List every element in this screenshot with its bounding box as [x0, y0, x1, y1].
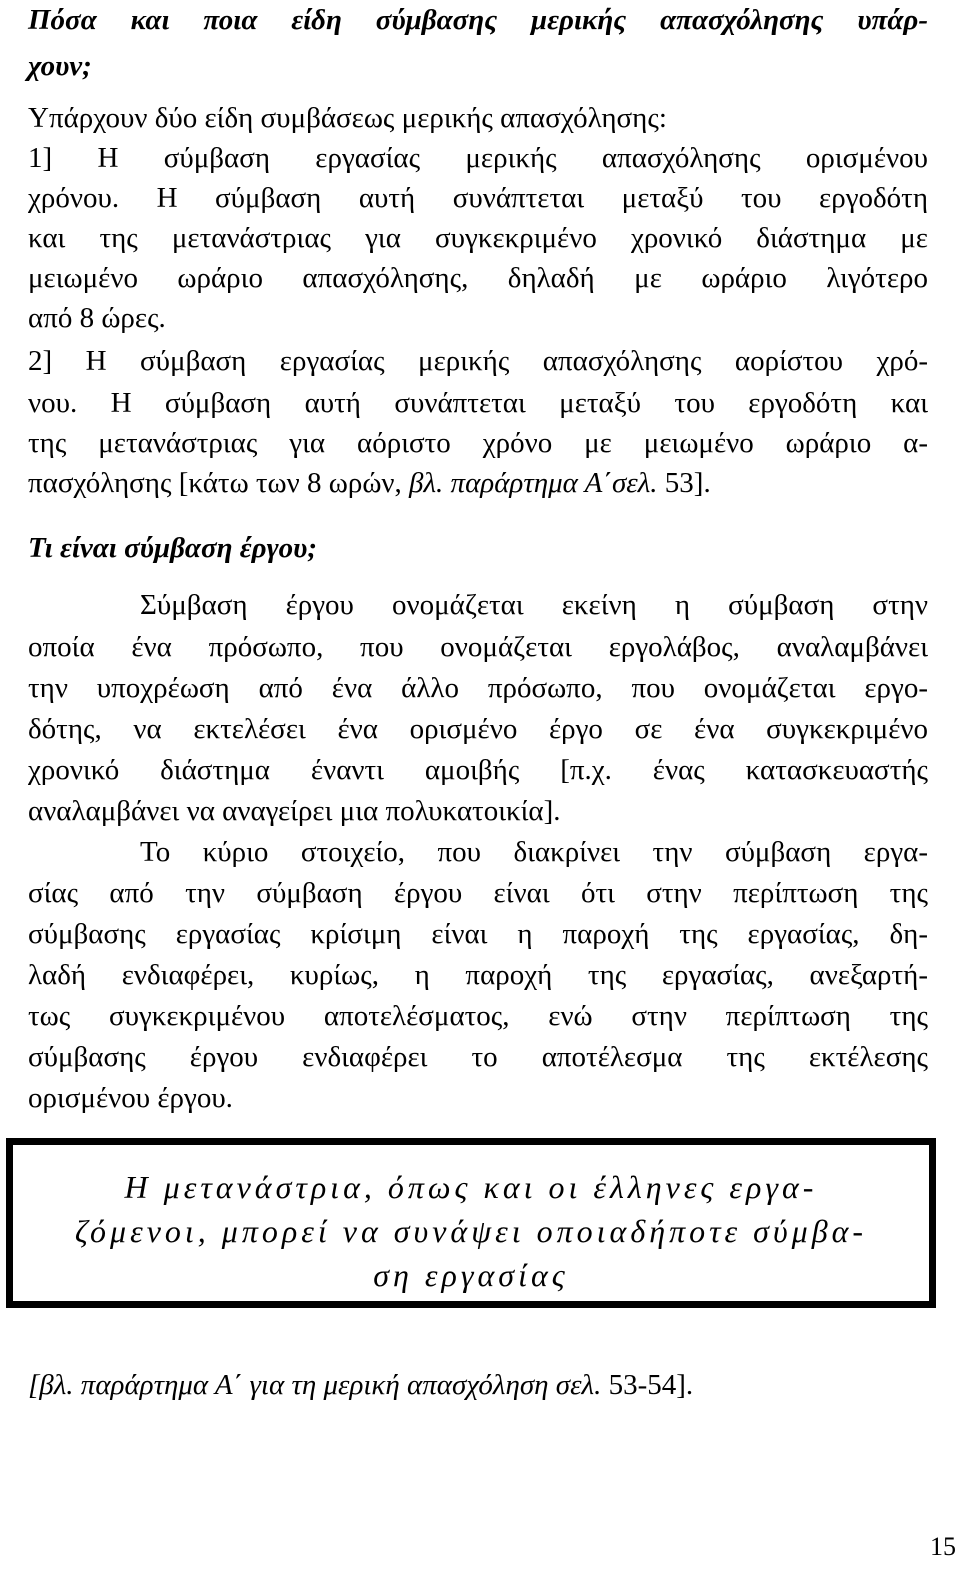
paragraph-line: νου. Η σύμβαση αυτή συνάπτεται μεταξύ του εργοδότη και [28, 387, 928, 419]
paragraph-line: λαδή ενδιαφέρει, κυρίως, η παροχή της εργασίας, ανεξαρτή- [28, 959, 928, 991]
paragraph-line: δότης, να εκτελέσει ένα ορισμένο έργο σε ένα συγκεκριμένο [28, 713, 928, 745]
page-number: 15 [930, 1532, 956, 1561]
paragraph-line: ορισμένου έργου. [28, 1082, 233, 1114]
paragraph-line: Το κύριο στοιχείο, που διακρίνει την σύμβαση εργα- [140, 836, 928, 868]
paragraph-line: χρονικό διάστημα έναντι αμοιβής [π.χ. ένας κατασκευαστής [28, 754, 928, 786]
paragraph-line: την υποχρέωση από ένα άλλο πρόσωπο, που ονομάζεται εργο- [28, 672, 928, 704]
appendix-reference: βλ. παράρτημα Α΄σελ. [409, 467, 658, 499]
paragraph-line: σύμβασης εργασίας κρίσιμη είναι η παροχή της εργασίας, δη- [28, 918, 928, 950]
paragraph-line: χρόνου. Η σύμβαση αυτή συνάπτεται μεταξύ του εργοδότη [28, 182, 928, 214]
callout-line: Η μετανάστρια, όπως και οι έλληνες εργα- [124, 1169, 818, 1205]
section-heading-part-time-types: Πόσα και ποια είδη σύμβασης μερικής απασχόλησης υπάρ- [28, 4, 928, 36]
paragraph-line: Υπάρχουν δύο είδη συμβάσεως μερικής απασχόλησης: [28, 102, 667, 134]
paragraph-text: πασχόλησης [κάτω των 8 ωρών, [28, 467, 410, 499]
document-page [28, 0, 928, 1581]
callout-box [6, 1138, 936, 1308]
paragraph-line: αναλαμβάνει να αναγείρει μια πολυκατοικία]. [28, 795, 561, 827]
paragraph-line: και της μετανάστριας για συγκεκριμένο χρονικό διάστημα με [28, 222, 928, 254]
callout-line: ση εργασίας [373, 1257, 569, 1293]
paragraph-line: της μετανάστριας για αόριστο χρόνο με μειωμένο ωράριο α- [28, 427, 928, 459]
paragraph-line: σίας από την σύμβαση έργου είναι ότι στην περίπτωση της [28, 877, 928, 909]
section-heading-work-contract: Τι είναι σύμβαση έργου; [28, 532, 318, 564]
paragraph-line: Σύμβαση έργου ονομάζεται εκείνη η σύμβαση στην [140, 589, 928, 621]
paragraph-line: μειωμένο ωράριο απασχόλησης, δηλαδή με ωράριο λιγότερο [28, 262, 928, 294]
paragraph-text: 53]. [657, 467, 711, 499]
paragraph-line: οποία ένα πρόσωπο, που ονομάζεται εργολάβος, αναλαμβάνει [28, 631, 928, 663]
paragraph-line: 1] Η σύμβαση εργασίας μερικής απασχόλησης ορισμένου [28, 142, 928, 174]
paragraph-line: 2] Η σύμβαση εργασίας μερικής απασχόλησης αορίστου χρό- [28, 345, 928, 377]
section-heading-part-time-types-cont: χουν; [28, 50, 92, 82]
footnote-pages: 53-54]. [601, 1369, 694, 1401]
appendix-footnote [28, 1365, 928, 1405]
callout-line: ζόμενοι, μπορεί να συνάψει οποιαδήποτε σύμβα- [74, 1213, 868, 1249]
paragraph-line-with-reference [28, 463, 928, 503]
paragraph-line: τως συγκεκριμένου αποτελέσματος, ενώ στην περίπτωση της [28, 1000, 928, 1032]
paragraph-line: από 8 ώρες. [28, 302, 166, 334]
footnote-reference: [βλ. παράρτημα Α΄ για τη μερική απασχόληση σελ. [28, 1369, 602, 1401]
paragraph-line: σύμβασης έργου ενδιαφέρει το αποτέλεσμα της εκτέλεσης [28, 1041, 928, 1073]
